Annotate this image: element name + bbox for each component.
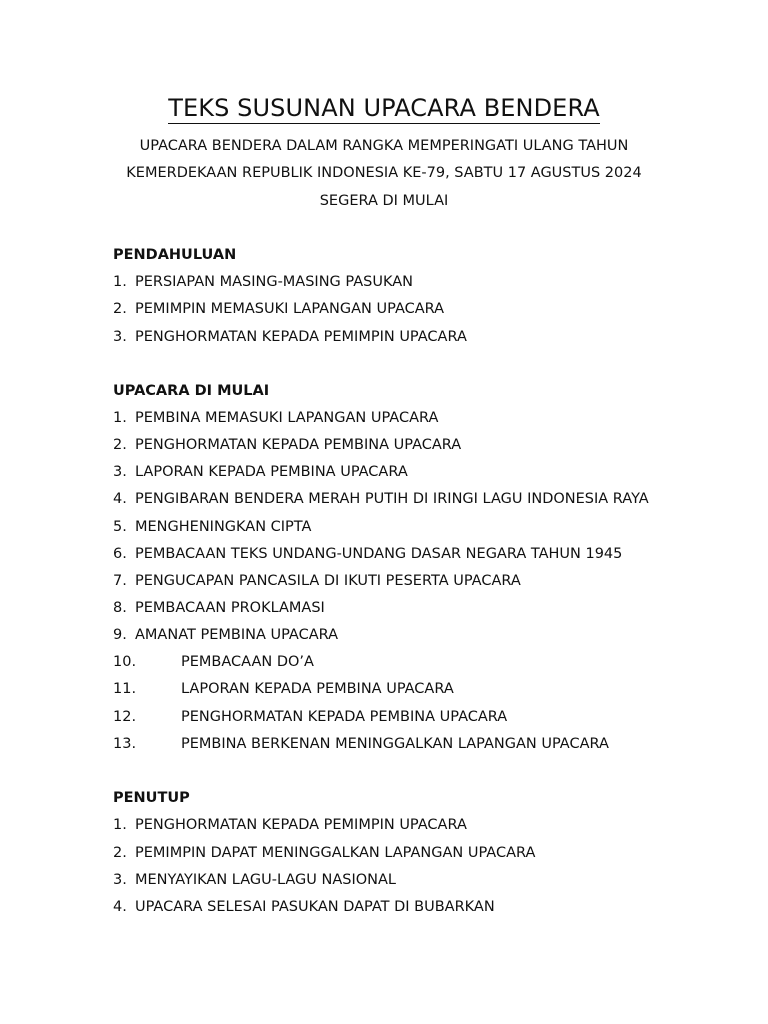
list-item [113,897,495,917]
list-item-number: 1. [113,410,127,426]
list-item-text: PERSIAPAN MASING-MASING PASUKAN [135,274,413,290]
list-item-number: 3. [113,329,127,345]
list-item-text: PENGHORMATAN KEPADA PEMBINA UPACARA [135,437,462,453]
list-item-number: 2. [113,845,127,861]
list-item-number: 7. [113,573,127,589]
list-item-text: PENGIBARAN BENDERA MERAH PUTIH DI IRINGI LAGU INDONESIA RAYA [135,491,649,507]
subtitle-line-2: KEMERDEKAAN REPUBLIK INDONESIA KE-79, SABTU 17 AGUSTUS 2024 [126,165,642,181]
list-item [113,435,462,455]
section-heading-penutup: PENUTUP [113,790,190,806]
list-item [113,327,467,347]
list-item-text: PENGHORMATAN KEPADA PEMIMPIN UPACARA [135,817,467,833]
list-item-number: 1. [113,274,127,290]
list-item [113,544,623,564]
list-item-number: 11. [113,681,137,697]
list-item-number: 2. [113,301,127,317]
list-item-text: LAPORAN KEPADA PEMBINA UPACARA [135,464,408,480]
list-item-number: 4. [113,491,127,507]
list-item-number: 9. [113,627,127,643]
section-heading-pendahuluan: PENDAHULUAN [113,247,237,263]
list-item-number: 5. [113,519,127,535]
list-item [113,517,312,537]
list-item-text: LAPORAN KEPADA PEMBINA UPACARA [181,681,454,697]
list-item-text: MENYAYIKAN LAGU-LAGU NASIONAL [135,872,396,888]
document-title: TEKS SUSUNAN UPACARA BENDERA [168,94,600,122]
list-item-text: MENGHENINGKAN CIPTA [135,519,312,535]
list-item [113,679,454,699]
list-item-text: PENGUCAPAN PANCASILA DI IKUTI PESERTA UPACARA [135,573,521,589]
list-item-number: 8. [113,600,127,616]
list-item-text: PEMIMPIN MEMASUKI LAPANGAN UPACARA [135,301,445,317]
list-item [113,625,339,645]
list-item-text: PEMBINA MEMASUKI LAPANGAN UPACARA [135,410,439,426]
list-item-number: 1. [113,817,127,833]
list-item [113,462,408,482]
document-title-block [0,93,768,123]
subtitle-line-1: UPACARA BENDERA DALAM RANGKA MEMPERINGATI ULANG TAHUN [139,138,629,154]
list-item-text: PENGHORMATAN KEPADA PEMBINA UPACARA [181,709,508,725]
list-item-number: 3. [113,872,127,888]
list-item [113,652,314,672]
list-item [113,598,325,618]
list-item-text: AMANAT PEMBINA UPACARA [135,627,339,643]
list-item-number: 13. [113,736,137,752]
list-item [113,272,413,292]
list-item [113,843,536,863]
list-item-text: PEMBACAAN PROKLAMASI [135,600,325,616]
list-item-number: 10. [113,654,137,670]
list-item [113,870,396,890]
list-item-text: PEMIMPIN DAPAT MENINGGALKAN LAPANGAN UPACARA [135,845,536,861]
list-item-text: PEMBACAAN TEKS UNDANG-UNDANG DASAR NEGARA TAHUN 1945 [135,546,623,562]
list-item [113,734,609,754]
list-item-number: 2. [113,437,127,453]
list-item-number: 6. [113,546,127,562]
subtitle-line-3: SEGERA DI MULAI [319,193,449,209]
list-item-number: 3. [113,464,127,480]
list-item [113,408,439,428]
list-item [113,299,445,319]
list-item-text: PEMBACAAN DO’A [181,654,314,670]
list-item [113,571,521,591]
list-item [113,489,649,509]
list-item-number: 4. [113,899,127,915]
list-item-text: PEMBINA BERKENAN MENINGGALKAN LAPANGAN UPACARA [181,736,609,752]
list-item [113,707,508,727]
list-item-number: 12. [113,709,137,725]
list-item-text: PENGHORMATAN KEPADA PEMIMPIN UPACARA [135,329,467,345]
section-heading-upacara-di-mulai: UPACARA DI MULAI [113,383,270,399]
list-item-text: UPACARA SELESAI PASUKAN DAPAT DI BUBARKAN [135,899,495,915]
list-item [113,815,467,835]
